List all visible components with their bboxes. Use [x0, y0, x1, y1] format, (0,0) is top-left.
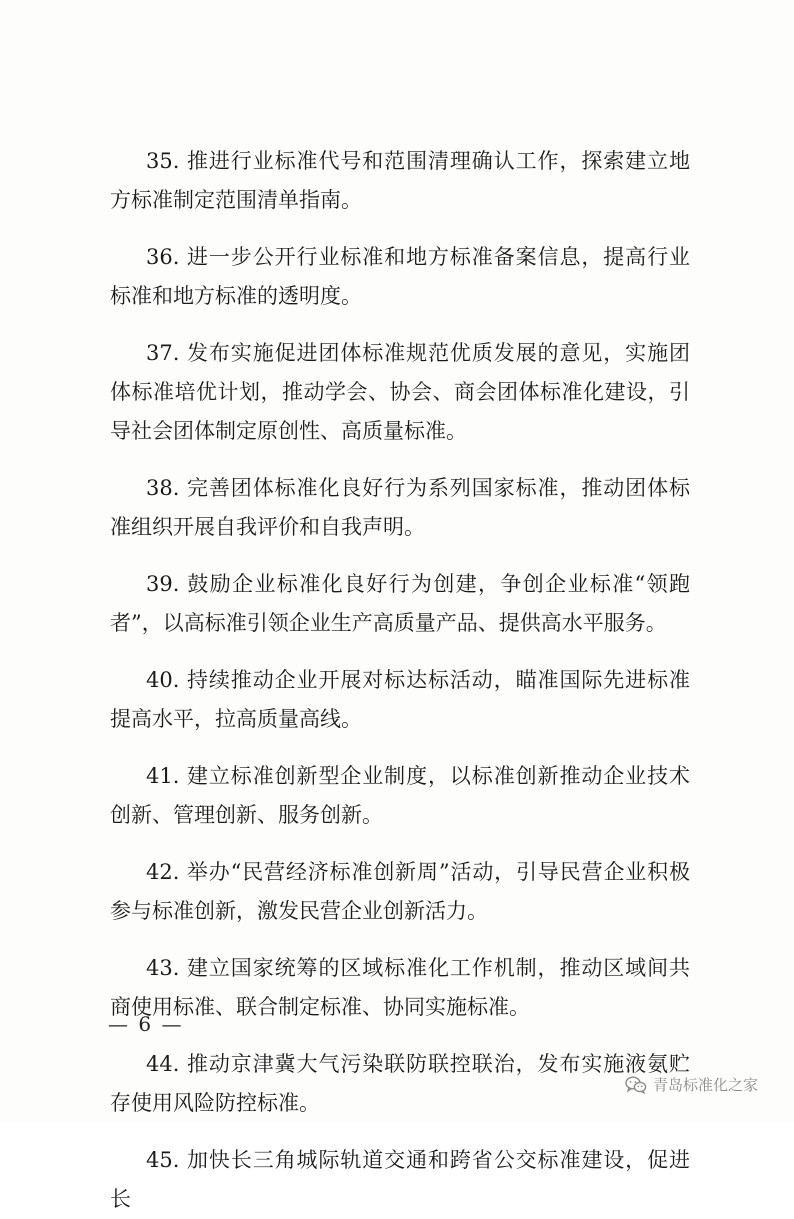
paragraph-item-43: 43. 建立国家统筹的区域标准化工作机制，推动区域间共商使用标准、联合制定标准、协同实施标准。: [110, 956, 690, 1019]
watermark-text: 青岛标准化之家: [652, 1076, 758, 1094]
paragraph-item-36: 36. 进一步公开行业标准和地方标准备案信息，提高行业标准和地方标准的透明度。: [110, 245, 690, 308]
paragraph-item-39: 39. 鼓励企业标准化良好行为创建，争创企业标准“领跑者”，以高标准引领企业生产高质量产品、提供高水平服务。: [110, 572, 690, 635]
document-body: [110, 142, 690, 1219]
paragraph-item-35: 35. 推进行业标准代号和范围清理确认工作，探索建立地方标准制定范围清单指南。: [110, 149, 690, 212]
paragraph-item-45: 45. 加快长三角城际轨道交通和跨省公交标准建设，促进长: [110, 1148, 690, 1211]
paragraph-item-41: 41. 建立标准创新型企业制度，以标准创新推动企业技术创新、管理创新、服务创新。: [110, 764, 690, 827]
paragraph-item-40: 40. 持续推动企业开展对标达标活动，瞄准国际先进标准提高水平，拉高质量高线。: [110, 668, 690, 731]
wechat-icon: [625, 1076, 647, 1094]
paragraph-item-42: 42. 举办“民营经济标准创新周”活动，引导民营企业积极参与标准创新，激发民营企业创新活力。: [110, 860, 690, 923]
paragraph-item-37: 37. 发布实施促进团体标准规范优质发展的意见，实施团体标准培优计划，推动学会、协会、商会团体标准化建设，引导社会团体制定原创性、高质量标准。: [110, 341, 690, 443]
paragraph-item-44: 44. 推动京津冀大气污染联防联控联治，发布实施液氨贮存使用风险防控标准。: [110, 1052, 690, 1115]
watermark: [625, 1074, 758, 1095]
paragraph-item-38: 38. 完善团体标准化良好行为系列国家标准，推动团体标准组织开展自我评价和自我声明。: [110, 476, 690, 539]
page-number: — 6 —: [108, 1012, 184, 1036]
